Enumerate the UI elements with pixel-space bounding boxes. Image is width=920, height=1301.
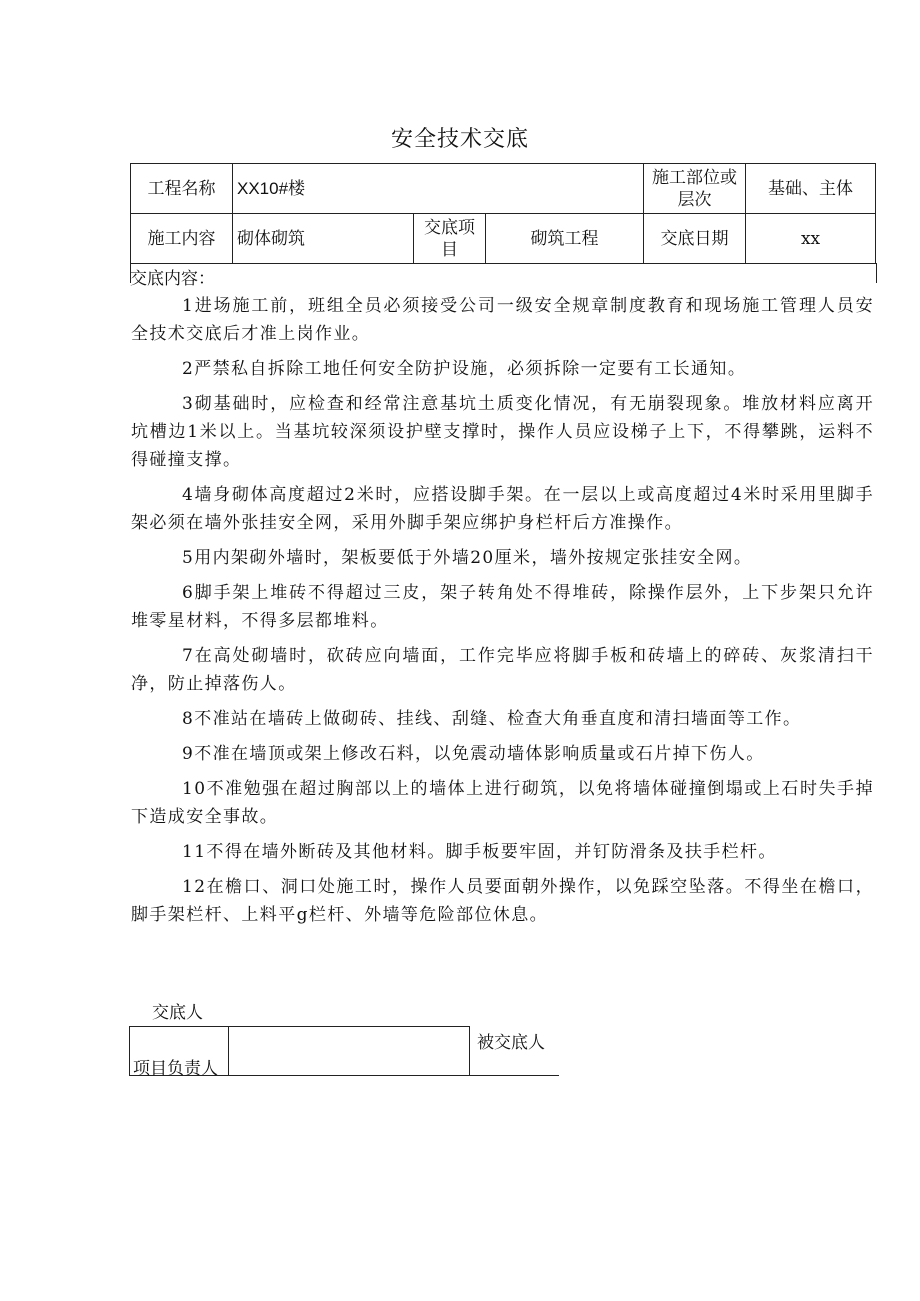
- date-value: xx: [746, 214, 876, 264]
- info-table: [130, 163, 876, 264]
- receiver-label: 被交底人: [477, 1033, 545, 1053]
- content-type-label: 施工内容: [131, 214, 233, 264]
- signature-divider: [469, 1026, 470, 1076]
- briefing-item: 9不准在墙顶或架上修改石料，以免震动墙体影响质量或石片掉下伤人。: [182, 744, 765, 764]
- briefing-item: 4墙身砌体高度超过2米时，应搭设脚手架。在一层以上或高度超过4米时采用里脚手架必须在墙外张挂安全网，采用外脚手架应绑护身栏杆后方准操作。: [131, 485, 874, 533]
- giver-label: 交底人: [152, 1003, 203, 1023]
- signature-divider: [129, 1026, 130, 1076]
- pm-signature-field[interactable]: [229, 1026, 469, 1075]
- info-row-2: [131, 214, 876, 264]
- briefing-item: 12在檐口、洞口处施工时，操作人员要面朝外操作，以免踩空坠落。不得坐在檐口，脚手架栏杆、上料平g栏杆、外墙等危险部位休息。: [131, 877, 874, 925]
- project-name-label: 工程名称: [131, 164, 233, 214]
- pm-label: 项目负责人: [133, 1059, 218, 1079]
- briefing-item: 11不得在墙外断砖及其他材料。脚手板要牢固，并钉防滑条及扶手栏杆。: [182, 842, 777, 862]
- briefing-item: 3砌基础时，应检查和经常注意基坑土质变化情况，有无崩裂现象。堆放材料应离开坑槽边1米以上。当基坑较深须设护壁支撑时，操作人员应设梯子上下，不得攀跳，运料不得碰撞支撑。: [131, 394, 874, 470]
- info-row-1: [131, 164, 876, 214]
- content-heading: 交底内容：: [130, 269, 215, 289]
- item-label: 交底项目: [414, 214, 486, 264]
- item-value: 砌筑工程: [486, 214, 644, 264]
- briefing-item: 8不准站在墙砖上做砌砖、挂线、刮缝、检查大角垂直度和清扫墙面等工作。: [182, 709, 802, 729]
- briefing-item: 6脚手架上堆砖不得超过三皮，架子转角处不得堆砖，除操作层外，上下步架只允许堆零星材料，不得多层都堆料。: [131, 583, 874, 631]
- briefing-item: 2严禁私自拆除工地任何安全防护设施，必须拆除一定要有工长通知。: [182, 359, 747, 379]
- briefing-items: [131, 292, 874, 936]
- briefing-item: 1进场施工前，班组全员必须接受公司一级安全规章制度教育和现场施工管理人员安全技术交底后才准上岗作业。: [131, 296, 874, 344]
- briefing-item: 7在高处砌墙时，砍砖应向墙面，工作完毕应将脚手板和砖墙上的碎砖、灰浆清扫干净，防止掉落伤人。: [131, 646, 874, 694]
- project-name-value: XX10#楼: [233, 164, 644, 214]
- content-frame: [130, 263, 877, 283]
- briefing-item: 5用内架砌外墙时，架板要低于外墙20厘米，墙外按规定张挂安全网。: [182, 548, 753, 568]
- briefing-item: 10不准勉强在超过胸部以上的墙体上进行砌筑，以免将墙体碰撞倒塌或上石时失手掉下造成安全事故。: [131, 779, 874, 827]
- location-value: 基础、主体: [746, 164, 876, 214]
- signature-table: [129, 1026, 559, 1079]
- location-label: 施工部位或层次: [644, 164, 746, 214]
- document-title: 安全技术交底: [390, 127, 529, 152]
- content-type-value: 砌体砌筑: [233, 214, 414, 264]
- date-label: 交底日期: [644, 214, 746, 264]
